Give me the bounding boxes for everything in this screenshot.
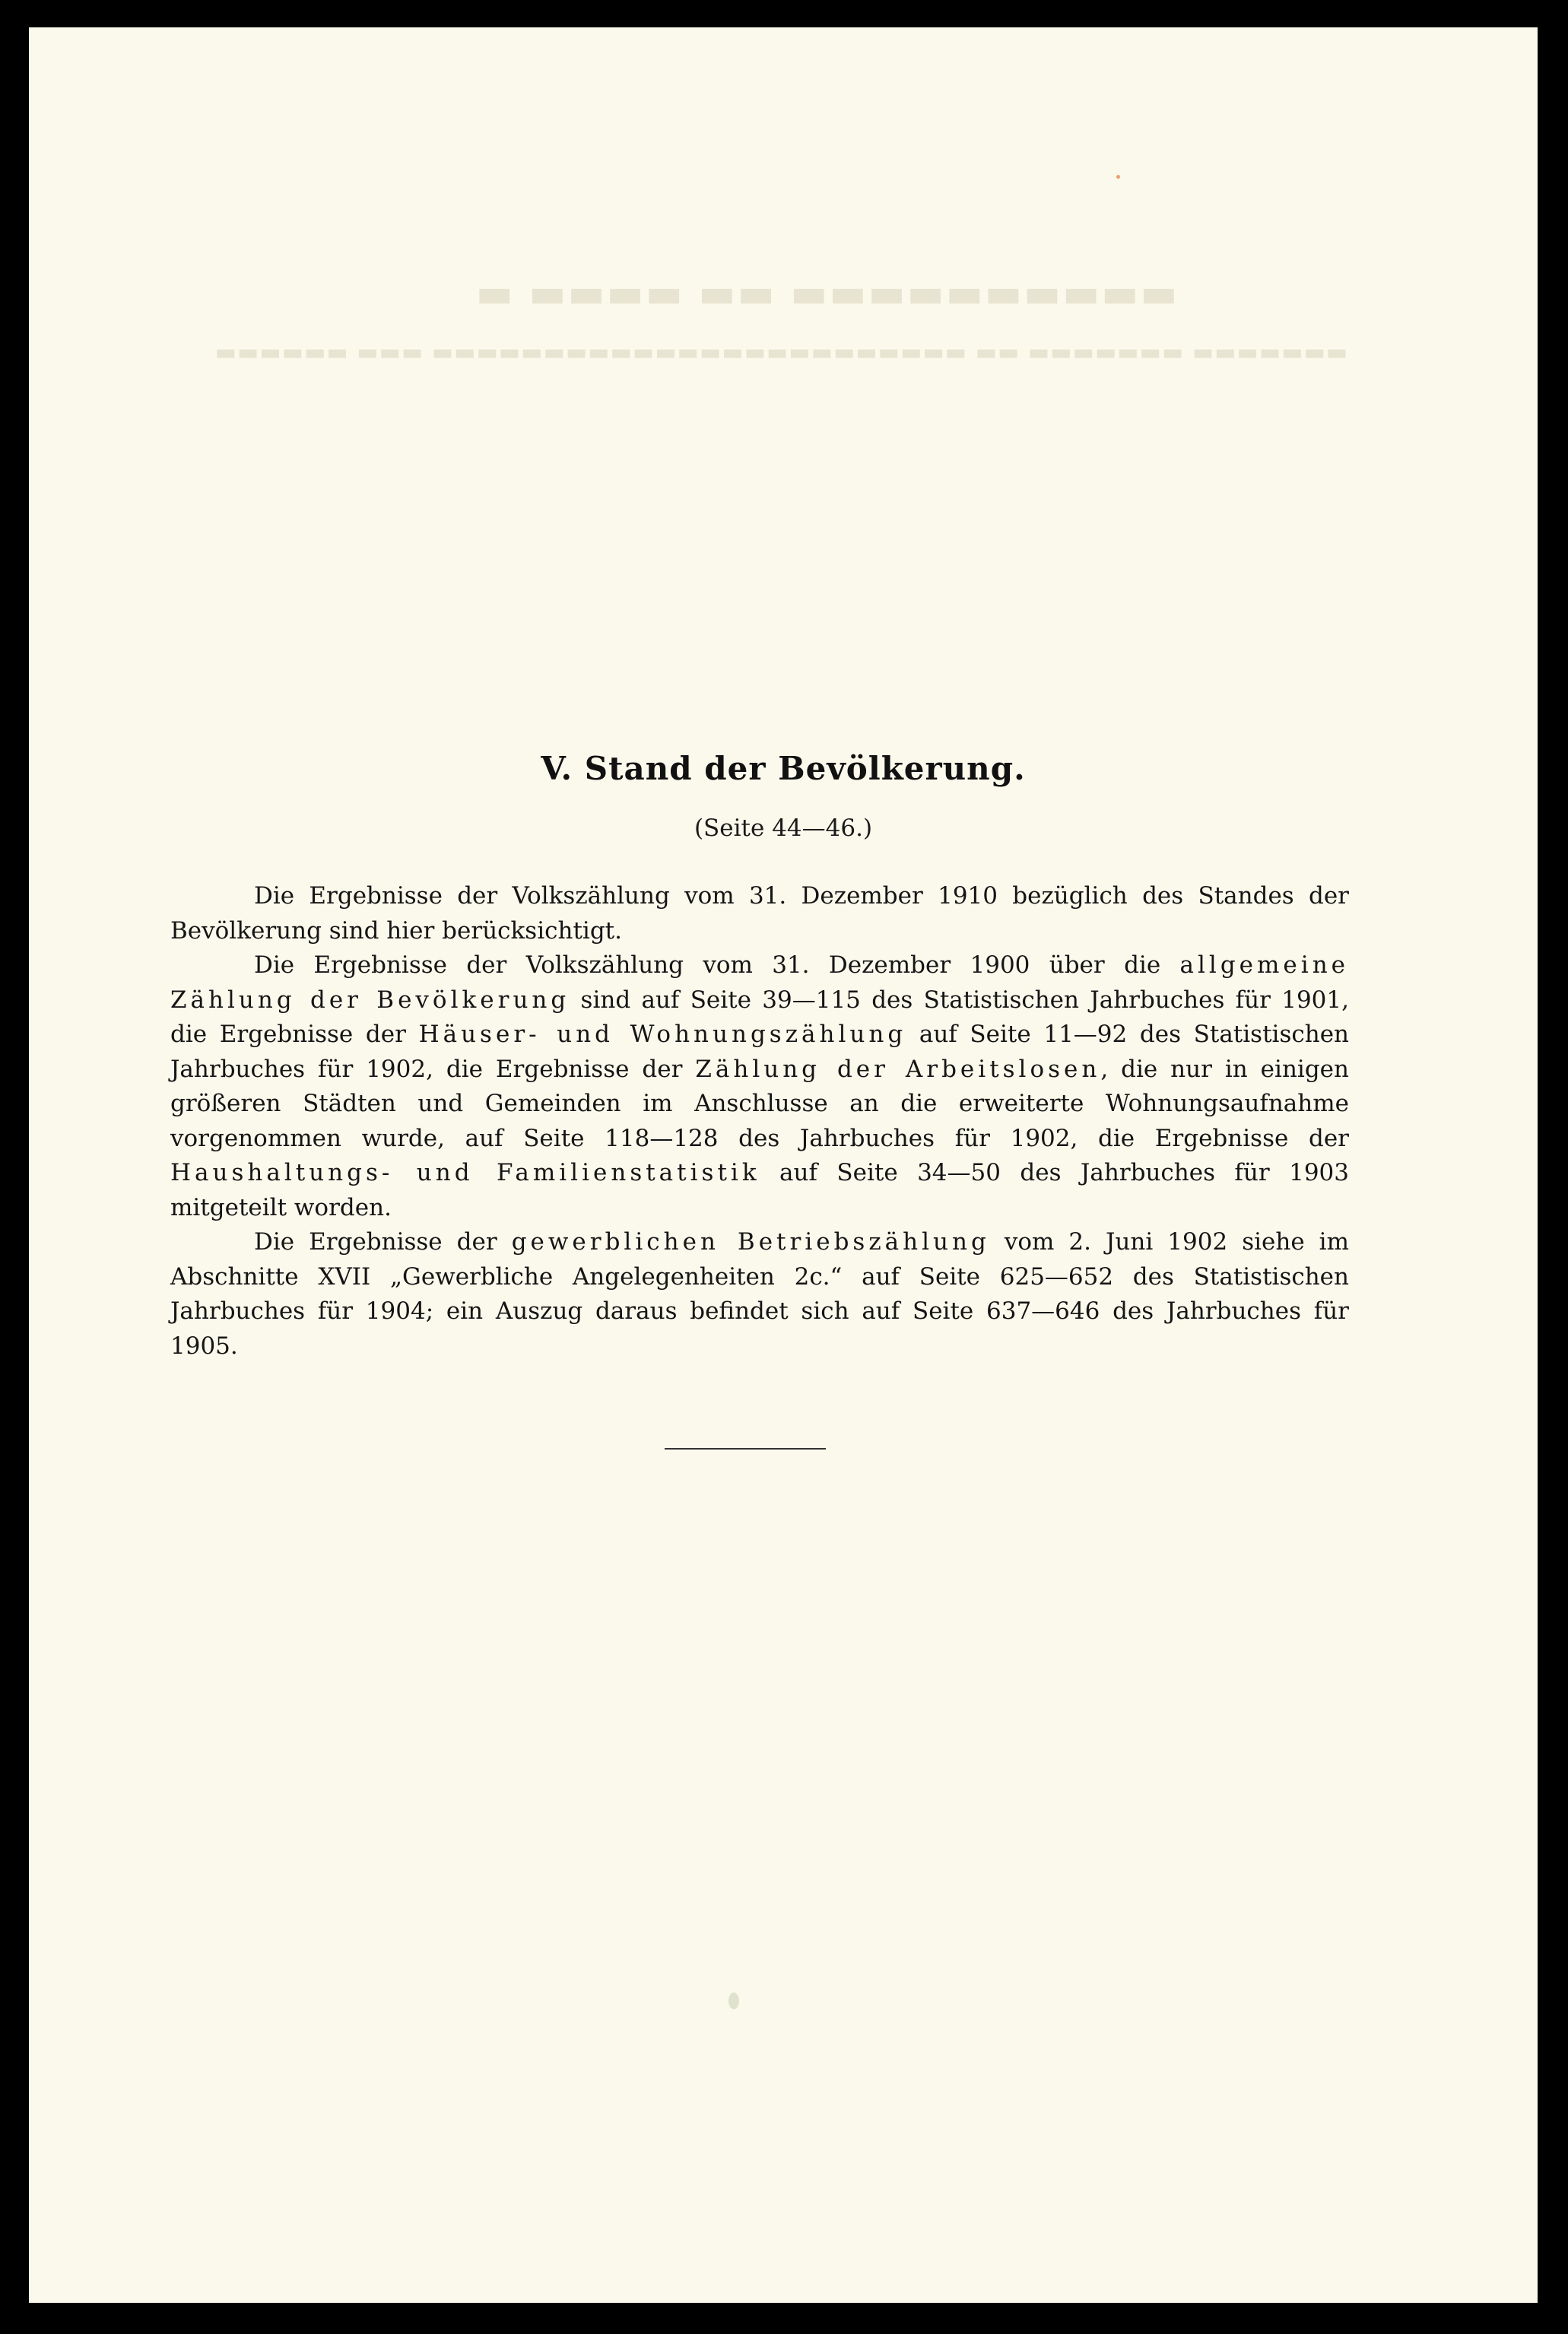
- body-text: [170, 879, 1349, 1364]
- paper-speck: [1116, 175, 1120, 179]
- paragraph-2-text-c: sind auf Seite 39—115 des Statistischen Jahrbuches für 1901, die Ergebnisse der: [170, 986, 1349, 1048]
- paragraph-2: [170, 948, 1349, 1225]
- paragraph-3: [170, 1225, 1349, 1364]
- paragraph-2-text-a: Die Ergebnisse der Volkszählung vom 31. Dezember 1900 über die: [254, 951, 1180, 979]
- bleed-through-title: ▬ ▬▬▬▬ ▬▬ ▬▬▬▬▬▬▬▬▬▬: [475, 271, 1179, 316]
- page-reference: (Seite 44—46.): [694, 815, 873, 842]
- separator-rule: [665, 1448, 826, 1450]
- bleed-through-subtitle: ▬▬▬▬▬▬ ▬▬▬ ▬▬▬▬▬▬▬▬▬▬▬▬▬▬▬▬▬▬▬▬▬▬▬▬ ▬▬ ▬▬▬▬▬▬▬ ▬▬▬▬▬▬▬: [214, 339, 1349, 366]
- paragraph-2-emphasis-b: allgemeine Zählung der Bevölkerung: [170, 951, 1349, 1014]
- paragraph-3-emphasis-b: gewerblichen Betriebszählung: [511, 1228, 990, 1256]
- document-page: [29, 27, 1538, 2303]
- paragraph-1: Die Ergebnisse der Volkszählung vom 31. Dezember 1910 bezüglich des Standes der Bevölkerung sind hier berücksichtigt.: [170, 882, 1349, 945]
- paper-speck: [728, 1993, 739, 2009]
- paragraph-2-text-g: , die nur in einigen größeren Städten und Gemeinden im Anschlusse an die erweiterte Wohnungsaufnahme vorgenommen wurde, auf Seite 118—128 des Jahrbuches für 1902, die Ergebnisse der: [170, 1055, 1349, 1152]
- section-heading: V. Stand der Bevölkerung.: [541, 750, 1026, 787]
- paragraph-2-text-e: auf Seite 11—92 des Statistischen Jahrbuches für 1902, die Ergebnisse der: [170, 1021, 1349, 1083]
- paragraph-3-text-a: Die Ergebnisse der: [254, 1228, 512, 1256]
- paragraph-2-text-i: auf Seite 34—50 des Jahrbuches für 1903 mitgeteilt worden.: [170, 1159, 1349, 1221]
- paragraph-2-emphasis-f: Zählung der Arbeitslosen: [695, 1055, 1101, 1083]
- paragraph-3-text-c: vom 2. Juni 1902 siehe im Abschnitte XVII „Gewerbliche Angelegenheiten 2c.“ auf Seite 625—652 des Statistischen Jahrbuches für 1904; ein Auszug daraus befindet sich auf Seite 637—646 des Jahrbuches für 1905.: [170, 1228, 1349, 1360]
- paragraph-2-emphasis-h: Haushaltungs- und Familienstatistik: [170, 1159, 760, 1186]
- paragraph-2-emphasis-d: Häuser- und Wohnungszählung: [418, 1021, 907, 1048]
